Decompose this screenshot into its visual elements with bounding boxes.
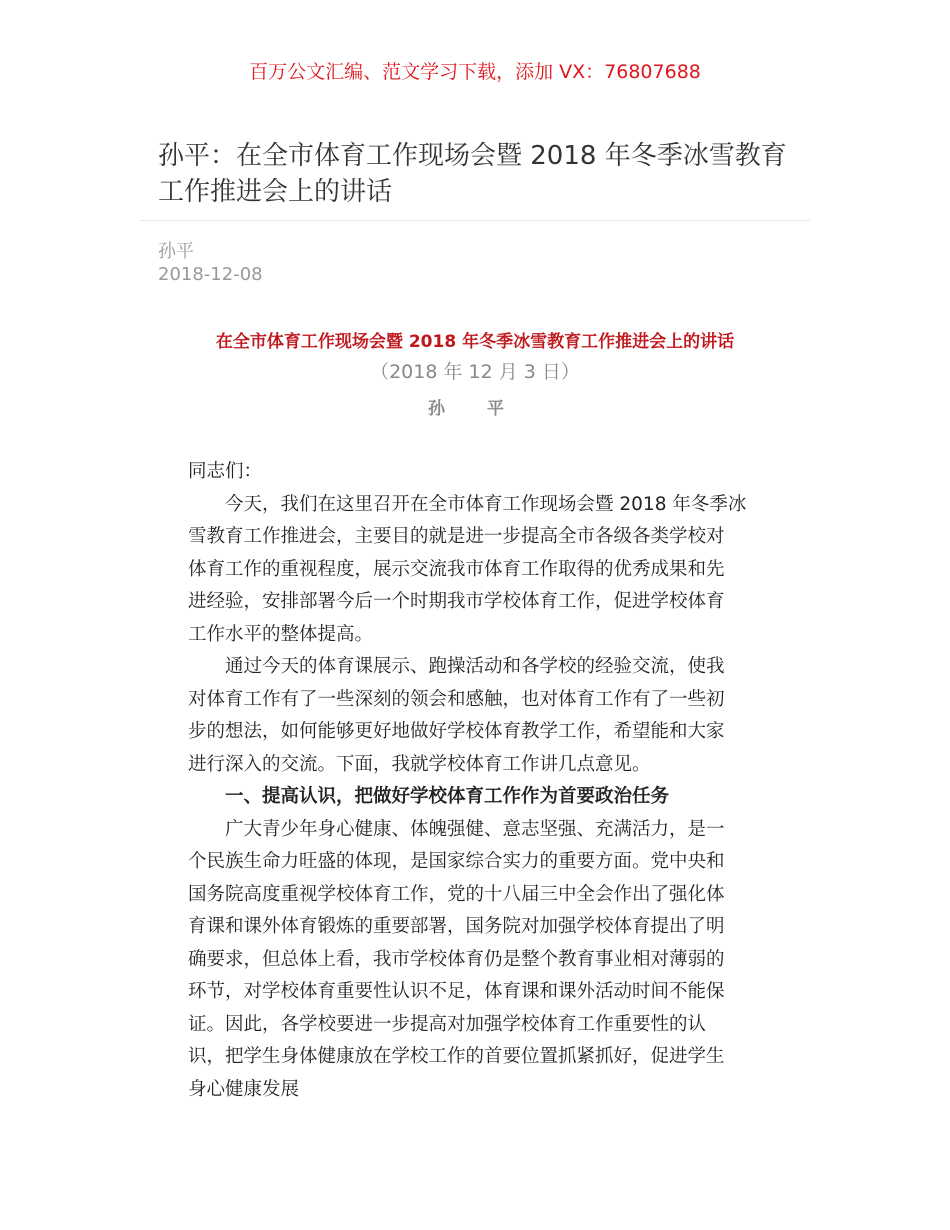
promo-banner: 百万公文汇编、范文学习下载，添加 VX：76807688 [249,61,701,83]
body-text-line: 通过今天的体育课展示、跑操活动和各学校的经验交流，使我 [225,656,725,677]
divider [140,220,810,221]
document-date: （2018 年 12 月 3 日） [370,361,580,383]
body-text-line: 今天，我们在这里召开在全市体育工作现场会暨 2018 年冬季冰 [225,493,747,515]
body-text-line: 广大青少年身心健康、体魄强健、意志坚强、充满活力，是一 [225,818,725,840]
article-author: 孙平 [158,241,194,262]
article-date: 2018-12-08 [158,264,263,285]
article-title: 孙平：在全市体育工作现场会暨 2018 年冬季冰雪教育工作推进会上的讲话 [158,141,787,207]
body-text-line: 对体育工作有了一些深刻的领会和感触，也对体育工作有了一些初 [188,688,725,710]
body-text-line: 身心健康发展 [188,1078,300,1100]
body-text-line: 国务院高度重视学校体育工作，党的十八届三中全会作出了强化体 [188,883,725,905]
document-title: 在全市体育工作现场会暨 2018 年冬季冰雪教育工作推进会上的讲话 [215,332,735,352]
document-body [188,456,778,1106]
body-text-line: 进行深入的交流。下面，我就学校体育工作讲几点意见。 [188,753,651,775]
body-text-line: 育课和课外体育锻炼的重要部署，国务院对加强学校体育提出了明 [188,916,725,937]
body-text-line: 工作水平的整体提高。 [188,623,374,645]
section-heading: 一、提高认识，把做好学校体育工作作为首要政治任务 [225,786,670,807]
body-text-line: 确要求，但总体上看，我市学校体育仍是整个教育事业相对薄弱的 [188,948,725,970]
body-text-line: 体育工作的重视程度，展示交流我市体育工作取得的优秀成果和先 [188,558,725,580]
document-author: 孙 平 [428,399,522,419]
body-text-line: 步的想法，如何能够更好地做好学校体育教学工作，希望能和大家 [188,721,725,742]
body-text-line: 证。因此，各学校要进一步提高对加强学校体育工作重要性的认 [188,1013,707,1035]
body-text-line: 识，把学生身体健康放在学校工作的首要位置抓紧抓好，促进学生 [188,1046,725,1067]
body-text-line: 环节，对学校体育重要性认识不足，体育课和课外活动时间不能保 [188,981,725,1002]
body-text-line: 个民族生命力旺盛的体现，是国家综合实力的重要方面。党中央和 [188,851,725,872]
body-text-line: 同志们： [188,461,263,482]
body-text-line: 进经验，安排部署今后一个时期我市学校体育工作，促进学校体育 [188,591,725,612]
body-text-line: 雪教育工作推进会，主要目的就是进一步提高全市各级各类学校对 [188,526,725,547]
